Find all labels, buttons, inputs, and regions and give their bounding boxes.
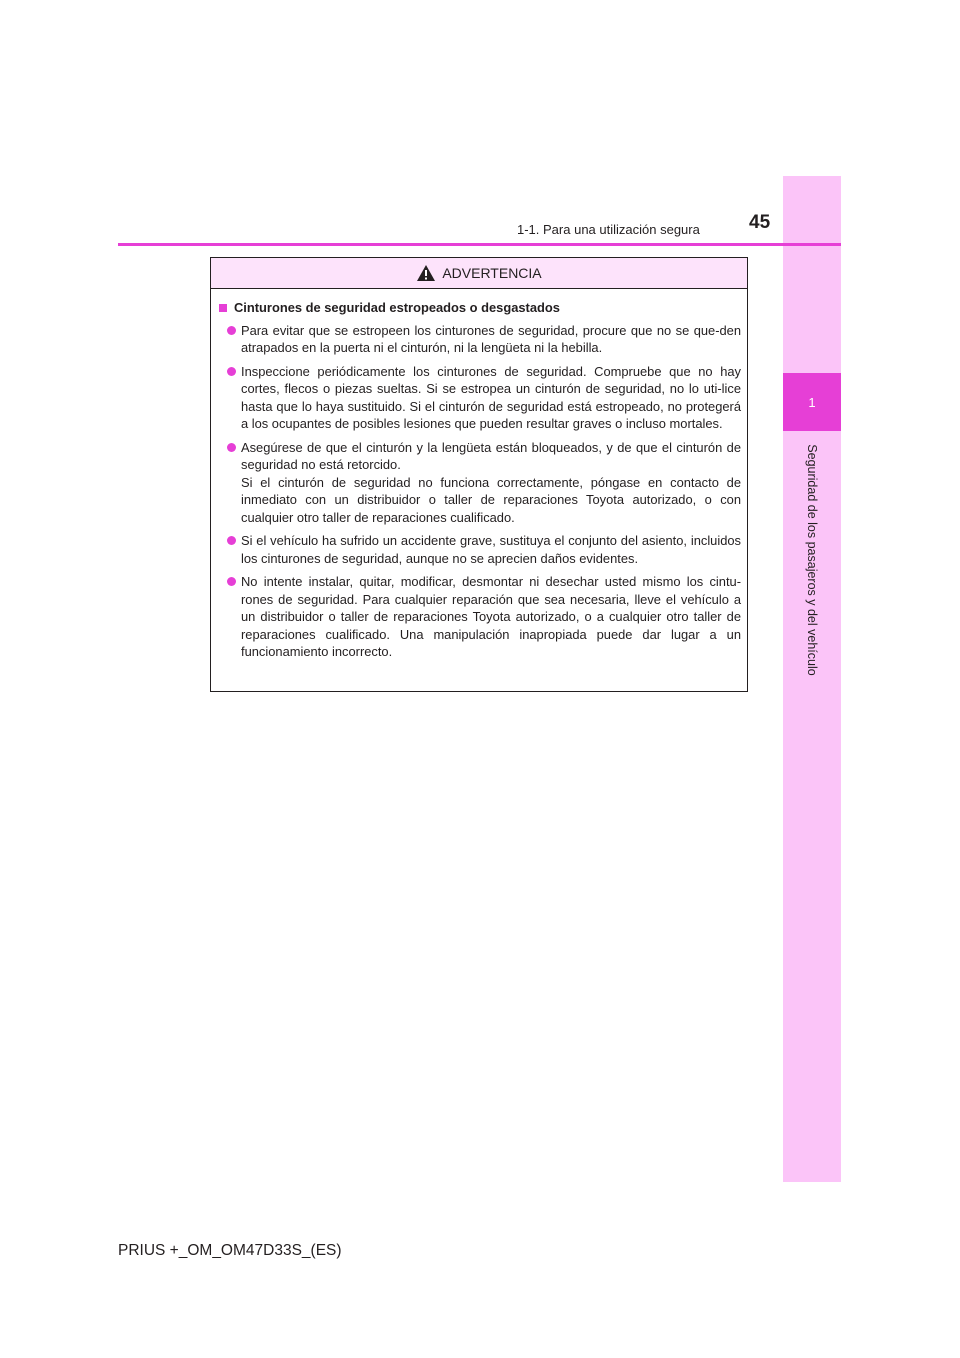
chapter-title: Seguridad de los pasajeros y del vehículo xyxy=(805,444,819,676)
round-bullet-icon xyxy=(227,443,236,452)
list-item-text: Si el vehículo ha sufrido un accidente grave, sustituya el conjunto del asiento, incluidos los cinturones de seguridad, aunque no se aprecien daños evidentes. xyxy=(241,533,741,566)
header-rule xyxy=(118,243,841,246)
page-number: 45 xyxy=(749,212,771,233)
warning-title-row xyxy=(219,299,741,317)
list-item xyxy=(219,363,741,433)
chapter-number: 1 xyxy=(783,373,841,431)
list-item-text: No intente instalar, quitar, modificar, desmontar ni desechar usted mismo los cintu-rones de seguridad. Para cualquier reparación que sea necesaria, lleve el vehículo a un distribuidor o taller de reparaciones Toyota autorizado, o a cualquier otro taller de reparaciones cualificado. Una manipulación inapropiada puede dar lugar a un funcionamiento incorrecto. xyxy=(241,574,741,659)
round-bullet-icon xyxy=(227,326,236,335)
warning-items xyxy=(219,322,741,661)
warning-title: Cinturones de seguridad estropeados o desgastados xyxy=(234,300,560,315)
warning-triangle-icon xyxy=(416,264,436,282)
warning-body xyxy=(211,289,747,661)
warning-heading: ADVERTENCIA xyxy=(442,265,542,281)
list-item xyxy=(219,439,741,527)
round-bullet-icon xyxy=(227,536,236,545)
chapter-side-tab xyxy=(783,176,841,1182)
list-item xyxy=(219,532,741,567)
list-item-text: Inspeccione periódicamente los cinturones de seguridad. Compruebe que no hay cortes, flecos o piezas sueltas. Si se estropea un cinturón de seguridad, no lo uti-lice hasta que lo haya sustituido. Si el cinturón de seguridad está estropeado, no protegerá a los ocupantes de posibles lesiones que pueden resultar graves o incluso mortales. xyxy=(241,363,741,431)
section-reference: 1-1. Para una utilización segura xyxy=(517,222,700,237)
warning-box xyxy=(210,257,748,692)
square-bullet-icon xyxy=(219,304,227,312)
warning-header xyxy=(211,258,747,289)
list-item xyxy=(219,573,741,661)
list-item-text: Para evitar que se estropeen los cinturones de seguridad, procure que no se que-den atrapados en la puerta ni el cinturón, ni la lengüeta ni la hebilla. xyxy=(241,322,741,355)
round-bullet-icon xyxy=(227,577,236,586)
list-item xyxy=(219,322,741,357)
list-item-text: Si el cinturón de seguridad no funciona correctamente, póngase en contacto de inmediato con un distribuidor o taller de reparaciones Toyota autorizado, o con cualquier otro taller de reparaciones cualificado. xyxy=(241,474,741,525)
document-code: PRIUS +_OM_OM47D33S_(ES) xyxy=(118,1242,342,1259)
list-item-text: Asegúrese de que el cinturón y la lengüeta están bloqueados, y de que el cinturón de seguridad no está retorcido. xyxy=(241,439,741,472)
round-bullet-icon xyxy=(227,367,236,376)
